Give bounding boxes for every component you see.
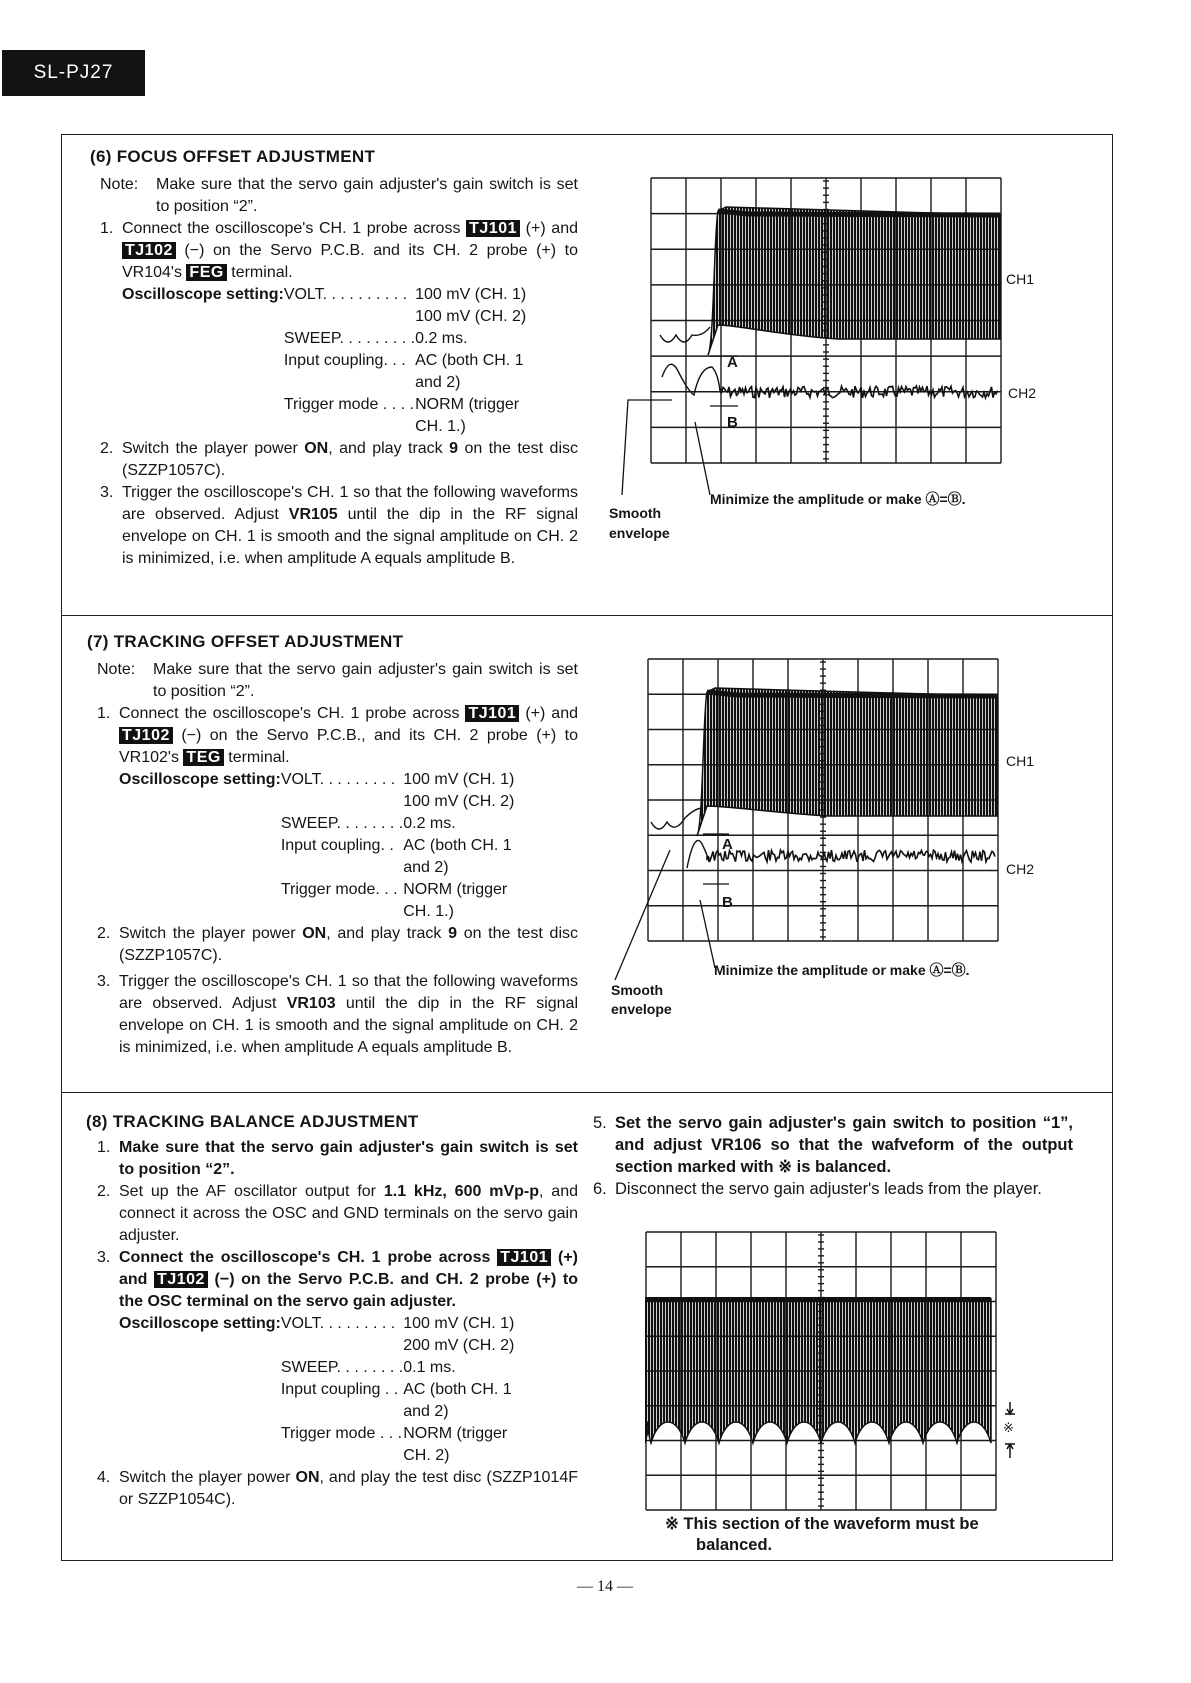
step-number: 6.	[593, 1180, 607, 1198]
step-text	[119, 1181, 578, 1247]
note-label: Note:	[100, 176, 139, 193]
ch2-trace	[707, 850, 995, 862]
section-7-body	[97, 659, 578, 1059]
setting-key: Trigger mode. . .	[280, 881, 398, 898]
note-text: Make sure that the servo gain adjuster's gain switch is set to position “2”.	[156, 176, 578, 215]
bold-text: ON	[302, 925, 327, 942]
setting-key: SWEEP. . . . . . . . .	[283, 330, 416, 347]
step-text	[122, 218, 578, 284]
bold-text: Set the servo gain adjuster's gain switch to position “1”, and adjust	[615, 1114, 1073, 1154]
bold-text: Connect the oscilloscope's CH. 1 probe across	[119, 1249, 498, 1266]
text-run: terminal.	[223, 749, 290, 766]
annotation-leader-lines	[600, 340, 720, 500]
ch2-label: CH2	[1008, 385, 1037, 401]
section-6-title: (6) FOCUS OFFSET ADJUSTMENT	[90, 147, 376, 166]
text-run: , and play track	[326, 925, 449, 942]
step-text	[615, 1112, 1073, 1178]
section-6-body	[100, 174, 578, 570]
step-number: 1.	[97, 705, 111, 722]
settings-label: Oscilloscope setting:	[119, 1315, 281, 1332]
setting-key	[281, 857, 403, 879]
setting-key	[284, 372, 415, 394]
smooth-label: Smooth	[611, 982, 664, 998]
amplitude-b-label: B	[722, 894, 733, 911]
setting-key	[281, 1401, 403, 1423]
figure-caption: ※ This section of the waveform must be	[665, 1515, 979, 1533]
spacer	[119, 1401, 281, 1423]
setting-key: Input coupling . .	[280, 1381, 399, 1398]
section-8-body	[97, 1137, 578, 1511]
text-run: Switch the player power	[119, 1469, 296, 1486]
step-number: 5.	[593, 1114, 607, 1132]
step-text	[119, 923, 578, 967]
text-run: until the dip in the RF signal envelope on CH. 1 is smooth and the signal amplitude on CH. 2 is minimized, i.e. when amplitude A equals amplitude B.	[119, 995, 579, 1056]
text-run: (+) and	[519, 705, 578, 722]
step-number: 2.	[100, 440, 114, 457]
oscilloscope-settings	[122, 284, 578, 438]
text-run: Connect the oscilloscope's CH. 1 probe across	[119, 705, 466, 722]
spacer	[122, 328, 284, 350]
bold-text: Make sure that the servo gain adjuster's gain switch is set to position “2”.	[119, 1139, 578, 1178]
text-run: , and connect it across the OSC and GND terminals on the servo gain adjuster.	[119, 1183, 578, 1244]
bold-text: 1.1 kHz, 600 mVp-p	[383, 1183, 539, 1200]
spacer	[119, 1379, 281, 1401]
waveform-top-edge	[645, 1297, 991, 1302]
setting-value: 100 mV (CH. 1)	[415, 286, 527, 303]
spacer	[122, 350, 284, 372]
section-divider	[61, 615, 1113, 616]
settings-label: Oscilloscope setting:	[122, 286, 284, 303]
bold-text: VR105	[288, 506, 338, 523]
bold-text: (+) and	[119, 1249, 578, 1288]
setting-key: Trigger mode . . .	[280, 1425, 403, 1442]
bold-text: (−) on the Servo P.C.B. and CH. 2 probe (+) to the OSC terminal on the servo gain adjuster.	[119, 1271, 578, 1310]
bold-text: ON	[304, 440, 329, 457]
text-run: Set up the AF oscillator output for	[119, 1183, 384, 1200]
terminal-tag: TEG	[183, 749, 223, 766]
setting-value: 0.2 ms.	[415, 330, 468, 347]
text-run: (+) and	[520, 220, 578, 237]
text-run: Connect the oscilloscope's CH. 1 probe across	[122, 220, 467, 237]
setting-value: and 2)	[403, 859, 449, 876]
setting-key	[284, 416, 415, 438]
spacer	[119, 1357, 281, 1379]
bold-text: 9	[448, 925, 458, 942]
setting-key	[281, 1445, 403, 1467]
minimize-note: Minimize the amplitude or make Ⓐ=Ⓑ.	[714, 962, 970, 978]
oscilloscope-settings	[119, 769, 578, 923]
spacer	[119, 1335, 281, 1357]
text-run: Trigger the oscilloscope's CH. 1 so that the following waveforms are observed. Adjust	[119, 973, 578, 1012]
envelope-label: envelope	[611, 1001, 672, 1017]
bold-text: so that the wafveform of the output section marked with ※ is balanced.	[615, 1136, 1074, 1176]
minimize-note: Minimize the amplitude or make Ⓐ=Ⓑ.	[710, 491, 966, 507]
step-number: 3.	[97, 1249, 111, 1266]
bold-text: VR103	[286, 995, 336, 1012]
setting-value: 100 mV (CH. 2)	[403, 793, 515, 810]
setting-value: 100 mV (CH. 2)	[415, 308, 527, 325]
spacer	[119, 791, 281, 813]
terminal-tag: TJ101	[466, 220, 520, 237]
step-text	[119, 1467, 578, 1511]
setting-value: AC (both CH. 1	[415, 352, 524, 369]
setting-value: NORM (trigger	[415, 396, 520, 413]
setting-key: Input coupling. .	[280, 837, 394, 854]
setting-key	[281, 791, 403, 813]
text-run: Disconnect the servo gain adjuster's leads from the player.	[615, 1180, 1042, 1198]
terminal-tag: TJ102	[154, 1271, 208, 1288]
setting-value: 100 mV (CH. 1)	[403, 771, 515, 788]
note-text: Make sure that the servo gain adjuster's gain switch is set to position “2”.	[153, 661, 578, 700]
setting-key: Trigger mode . . . .	[283, 396, 414, 413]
setting-key	[281, 901, 403, 923]
text-run: until the dip in the RF signal envelope on CH. 1 is smooth and the signal amplitude on CH. 2 is minimized, i.e. when amplitude A equals amplitude B.	[122, 506, 579, 567]
spacer	[119, 857, 281, 879]
setting-key: VOLT. . . . . . . . .	[280, 1315, 396, 1332]
step-number: 2.	[97, 925, 111, 942]
spacer	[122, 394, 284, 416]
ch1-label: CH1	[1006, 271, 1035, 287]
spacer	[119, 1423, 281, 1445]
amplitude-b-label: B	[727, 414, 738, 431]
ch1-label: CH1	[1006, 753, 1035, 769]
setting-value: NORM (trigger	[403, 881, 508, 898]
bold-text: ON	[295, 1469, 320, 1486]
step-text	[119, 971, 578, 1059]
step-number: 2.	[97, 1183, 111, 1200]
setting-key: SWEEP. . . . . . . .	[280, 815, 404, 832]
setting-key: SWEEP. . . . . . . .	[280, 1359, 404, 1376]
page-number: — 14 —	[577, 1578, 633, 1595]
text-run: on the test disc (SZZP1057C).	[119, 925, 578, 964]
step-number: 3.	[97, 973, 111, 990]
ch1-balanced-waveform	[645, 1299, 991, 1443]
spacer	[119, 879, 281, 901]
note-label: Note:	[97, 661, 136, 678]
step-number: 1.	[100, 220, 114, 237]
spacer	[119, 835, 281, 857]
terminal-tag: TJ101	[465, 705, 519, 722]
spacer	[119, 1445, 281, 1467]
section-8-right-column	[593, 1112, 1073, 1200]
text-run: on the test disc (SZZP1057C).	[122, 440, 578, 479]
envelope-label: envelope	[609, 525, 670, 541]
amplitude-a-label: A	[727, 354, 738, 371]
setting-value: and 2)	[403, 1403, 449, 1420]
setting-value: 0.2 ms.	[403, 815, 456, 832]
setting-value: CH. 1.)	[403, 903, 454, 920]
terminal-tag: TJ102	[122, 242, 176, 259]
section-7-title: (7) TRACKING OFFSET ADJUSTMENT	[87, 632, 404, 651]
setting-value: 0.1 ms.	[403, 1359, 456, 1376]
setting-key	[281, 1335, 403, 1357]
text-run: Switch the player power	[119, 925, 303, 942]
step-number: 3.	[100, 484, 114, 501]
setting-value: and 2)	[415, 374, 461, 391]
oscilloscope-settings	[119, 1313, 578, 1467]
text-run: Switch the player power	[122, 440, 305, 457]
step-text	[119, 1247, 578, 1313]
terminal-tag: TJ102	[119, 727, 173, 744]
setting-value: CH. 2)	[403, 1447, 450, 1464]
setting-key: Input coupling. . .	[283, 352, 406, 369]
setting-key: VOLT. . . . . . . . . .	[283, 286, 408, 303]
section-8-title: (8) TRACKING BALANCE ADJUSTMENT	[86, 1112, 419, 1131]
step-text	[119, 703, 578, 769]
ch1-rf-envelope	[708, 207, 1000, 355]
smooth-label: Smooth	[609, 505, 662, 521]
ch2-label: CH2	[1006, 861, 1035, 877]
text-run: terminal.	[226, 264, 293, 281]
bold-text: VR106	[710, 1136, 762, 1154]
spacer	[122, 372, 284, 394]
terminal-tag: TJ101	[497, 1249, 551, 1266]
amplitude-a-label: A	[722, 836, 733, 853]
setting-key	[284, 306, 415, 328]
step-text	[615, 1178, 1073, 1200]
setting-value: 100 mV (CH. 1)	[403, 1315, 515, 1332]
step-text	[122, 438, 578, 482]
spacer	[122, 306, 284, 328]
section-divider	[61, 1092, 1113, 1093]
annotation-leader-lines	[600, 820, 720, 980]
setting-value: NORM (trigger	[403, 1425, 508, 1442]
setting-value: 200 mV (CH. 2)	[403, 1337, 515, 1354]
text-run: , and play the test disc (SZZP1014F or SZZP1054C).	[119, 1469, 579, 1508]
setting-value: CH. 1.)	[415, 418, 466, 435]
ch1-rf-envelope	[697, 688, 997, 836]
step-number: 4.	[97, 1469, 111, 1486]
balance-mark: ※	[1003, 1420, 1014, 1435]
text-run: (−) on the Servo P.C.B. and its CH. 2 probe (+) to VR104's	[122, 242, 578, 281]
setting-value: AC (both CH. 1	[403, 1381, 512, 1398]
step-text	[119, 1137, 578, 1181]
spacer	[119, 813, 281, 835]
settings-label: Oscilloscope setting:	[119, 771, 281, 788]
step-text	[122, 482, 578, 570]
figure-caption: balanced.	[696, 1536, 773, 1554]
step-number: 1.	[97, 1139, 111, 1156]
oscilloscope-figure-tracking-balance	[645, 1231, 997, 1511]
text-run: (−) on the Servo P.C.B., and its CH. 2 probe (+) to VR102's	[119, 727, 578, 766]
setting-value: AC (both CH. 1	[403, 837, 512, 854]
text-run: Trigger the oscilloscope's CH. 1 so that the following waveforms are observed. Adjust	[122, 484, 578, 523]
terminal-tag: FEG	[186, 264, 226, 281]
text-run: , and play track	[328, 440, 450, 457]
spacer	[119, 901, 281, 923]
bold-text: 9	[449, 440, 459, 457]
setting-key: VOLT. . . . . . . . .	[280, 771, 396, 788]
spacer	[122, 416, 284, 438]
model-label: SL-PJ27	[2, 50, 145, 96]
